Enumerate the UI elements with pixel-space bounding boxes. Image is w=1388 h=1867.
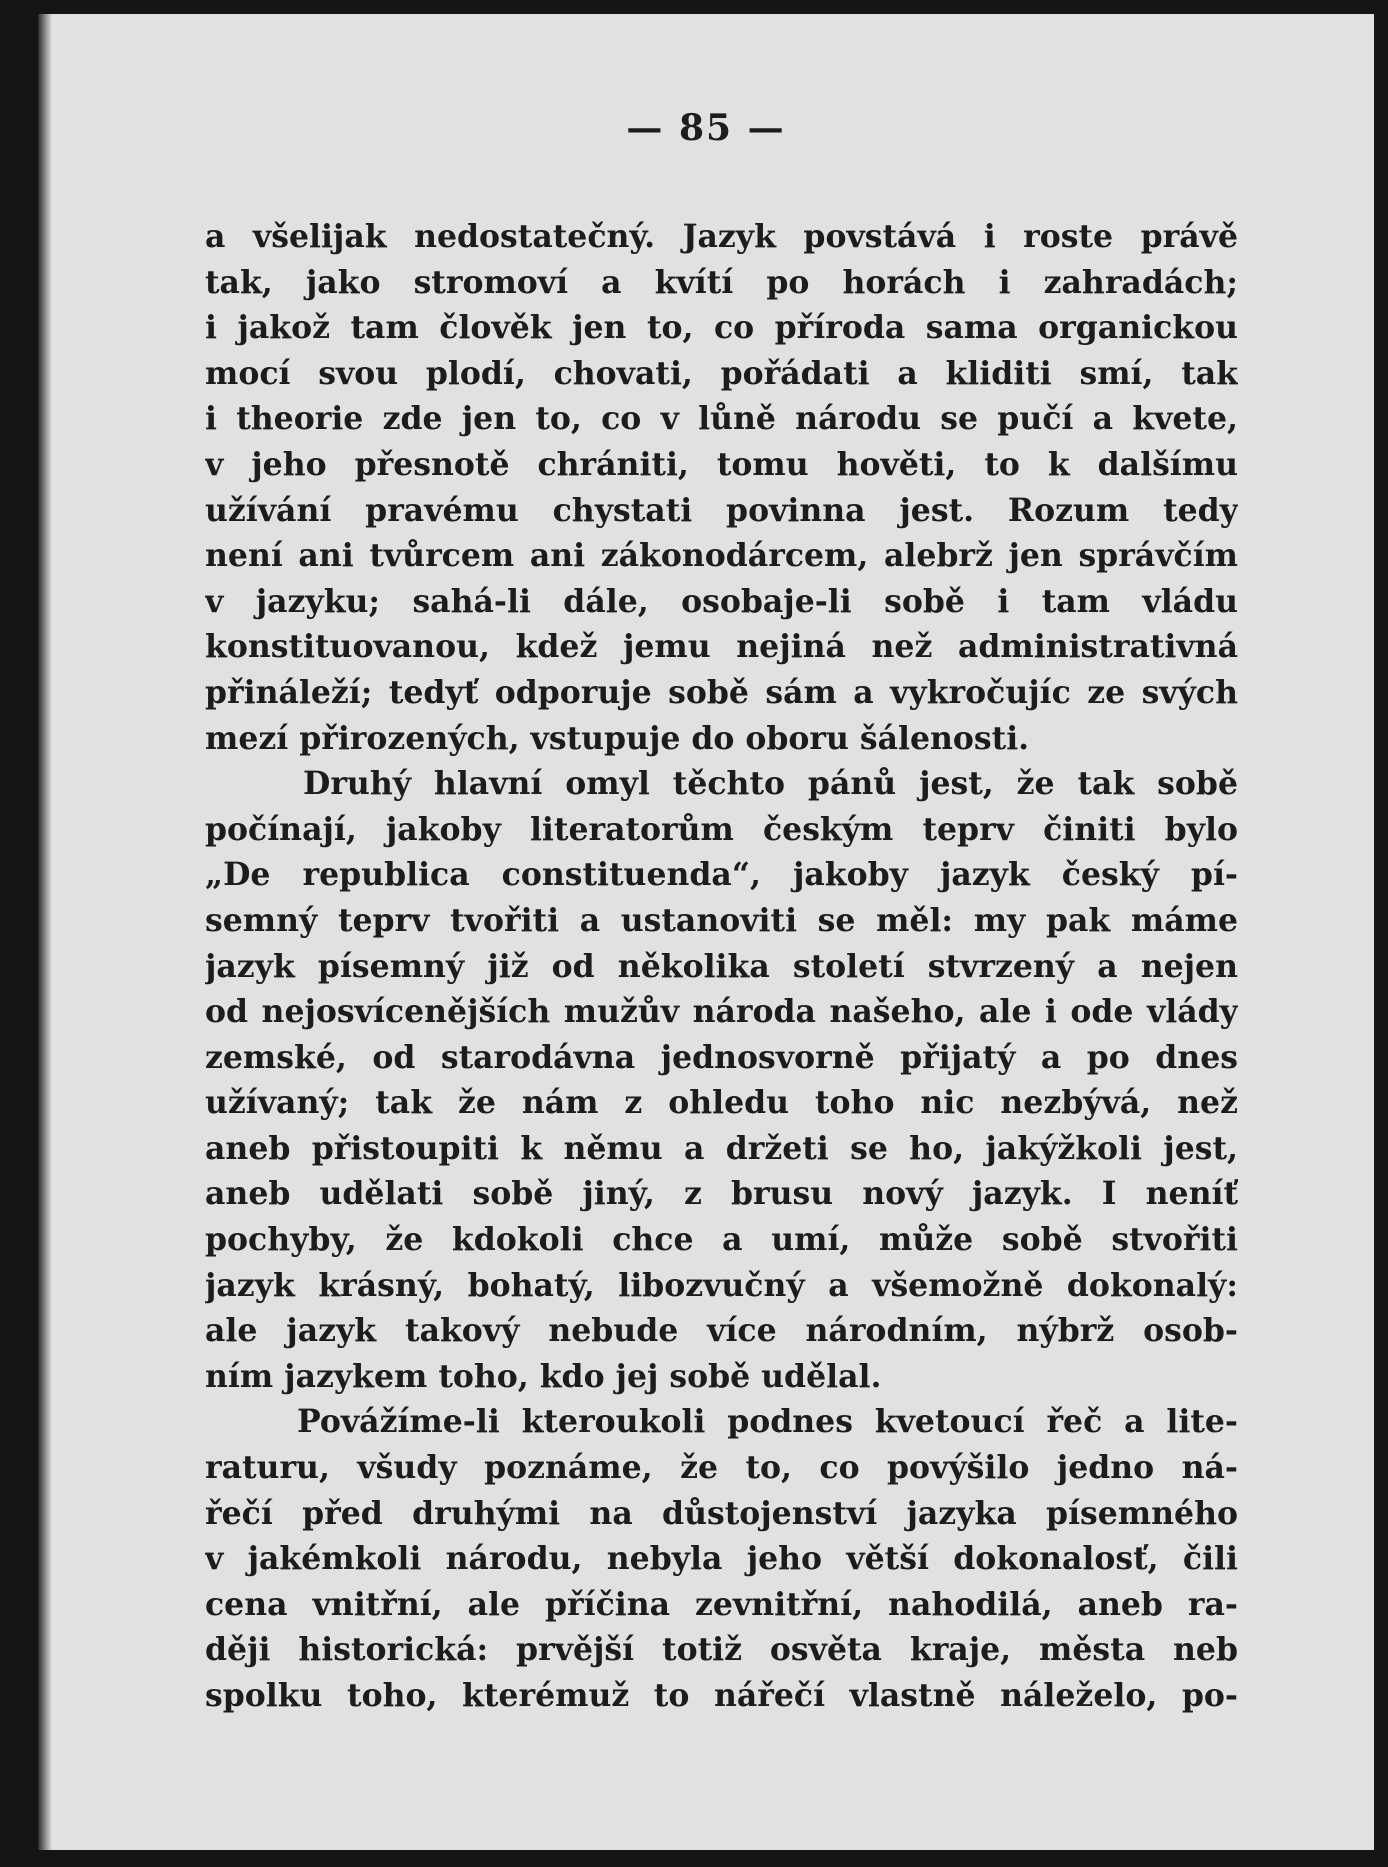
text-line: mocí svou plodí, chovati, pořádati a kliditi smí, tak [205,354,1238,392]
text-line: zemské, od starodávna jednosvorně přijatý a po dnes [205,1038,1238,1076]
text-line: a všelijak nedostatečný. Jazyk povstává i roste právě [205,218,1238,255]
text-body [205,214,1238,1719]
paragraph [205,761,1238,1399]
page-number: — 85 — [626,107,786,149]
book-page [38,14,1374,1850]
text-line: počínají, jakoby literatorům českým teprv činiti bylo [205,810,1238,848]
text-line: jazyk písemný již od několika století stvrzený a nejen [205,947,1238,985]
text-line: v jeho přesnotě chrániti, tomu hověti, to k dalšímu [205,445,1238,483]
text-line: ale jazyk takový nebude více národním, nýbrž osob- [205,1312,1238,1350]
text-line: raturu, všudy poznáme, že to, co povýšilo jedno ná- [205,1449,1238,1487]
text-line: mezí přirozených, vstupuje do oboru šálenosti. [205,719,1030,757]
text-line: aneb udělati sobě jiný, z brusu nový jazyk. I neníť [205,1175,1238,1213]
text-line: užívaný; tak že nám z ohledu toho nic nezbývá, než [205,1084,1238,1122]
text-line: Druhý hlavní omyl těchto pánů jest, že tak sobě [303,765,1238,803]
text-line: užívání pravému chystati povinna jest. Rozum tedy [205,491,1238,529]
text-line: „De republica constituenda“, jakoby jazyk český pí- [205,856,1238,894]
text-line: semný teprv tvořiti a ustanoviti se měl: my pak máme [205,901,1238,939]
text-line: v jakémkoli národu, nebyla jeho větší dokonalosť, čili [205,1540,1238,1578]
text-line: od nejosvícenějších mužův národa našeho, ale i ode vlády [205,993,1238,1031]
text-line: Povážíme-li kteroukoli podnes kvetoucí řeč a lite- [297,1403,1238,1441]
text-line: spolku toho, kterémuž to nářečí vlastně náleželo, po- [205,1677,1238,1714]
text-line: jazyk krásný, bohatý, libozvučný a všemožně dokonalý: [205,1266,1238,1304]
page-gutter [38,14,52,1850]
text-line: ním jazykem toho, kdo jej sobě udělal. [205,1357,882,1395]
text-line: přináleží; tedyť odporuje sobě sám a vykročujíc ze svých [205,673,1238,711]
text-line: i theorie zde jen to, co v lůně národu se pučí a kvete, [205,400,1238,438]
text-line: řečí před druhými na důstojenství jazyka písemného [205,1494,1238,1532]
text-line: aneb přistoupiti k němu a držeti se ho, jakýžkoli jest, [205,1129,1238,1167]
text-line: ději historická: prvější totiž osvěta kraje, města neb [205,1631,1238,1669]
text-line: tak, jako stromoví a kvítí po horách i zahradách; [205,263,1238,301]
text-line: není ani tvůrcem ani zákonodárcem, alebrž jen správčím [205,537,1238,575]
text-line: cena vnitřní, ale příčina zevnitřní, nahodilá, aneb ra- [205,1585,1238,1623]
text-line: v jazyku; sahá-li dále, osobaje-li sobě i tam vládu [205,582,1238,620]
paragraph [205,1399,1238,1718]
text-line: pochyby, že kdokoli chce a umí, může sobě stvořiti [205,1221,1238,1259]
text-line: i jakož tam člověk jen to, co příroda sama organickou [205,309,1238,347]
text-line: konstituovanou, kdež jemu nejiná než administrativná [205,628,1238,666]
paragraph [205,214,1238,761]
